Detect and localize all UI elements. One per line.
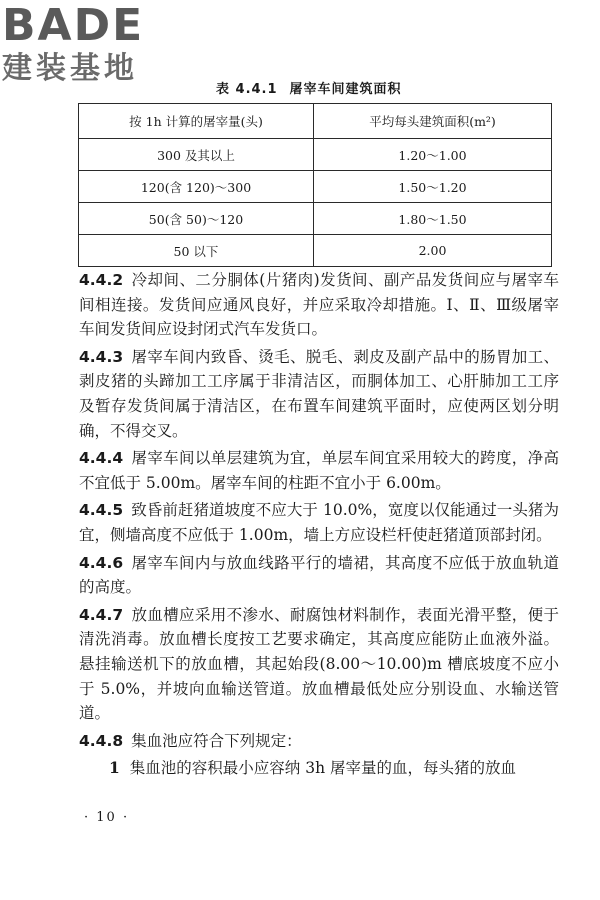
clause-number: 4.4.8 [79, 731, 124, 750]
table-header-row [79, 104, 552, 139]
clause-text: 致昏前赶猪道坡度不应大于 10.0%，宽度以仅能通过一头猪为宜，侧墙高度不应低于 1.00m，墙上方应设栏杆使赶猪道顶部封闭。 [79, 501, 559, 544]
clause-text: 放血槽应采用不渗水、耐腐蚀材料制作，表面光滑平整，便于清洗消毒。放血槽长度按工艺要求确定，其高度应能防止血液外溢。悬挂输送机下的放血槽，其起始段(8.00～10.00)m 槽底坡度不应小于 5.0%，并坡向血输送管道。放血槽最低处应分别设血、水输送管道。 [79, 605, 559, 723]
clause-4-4-6 [79, 551, 559, 600]
logo-wordmark: BADE [2, 0, 145, 51]
clause-4-4-2 [79, 268, 559, 342]
clause-number: 4.4.3 [79, 347, 124, 366]
table-cell: 2.00 [314, 235, 552, 267]
table-header-cell: 按 1h 计算的屠宰量(头) [79, 104, 314, 139]
table-cell: 120(含 120)～300 [79, 171, 314, 203]
clause-text: 屠宰车间以单层建筑为宜，单层车间宜采用较大的跨度，净高不宜低于 5.00m。屠宰车间的柱距不宜小于 6.00m。 [79, 449, 559, 492]
table-cell: 50 以下 [79, 235, 314, 267]
table-cell: 1.20～1.00 [314, 139, 552, 171]
clause-4-4-3 [79, 345, 559, 443]
clause-4-4-5 [79, 498, 559, 547]
clause-4-4-4 [79, 446, 559, 495]
clause-item-1 [79, 756, 559, 781]
table-row [79, 203, 552, 235]
clause-number: 4.4.2 [79, 271, 124, 289]
brand-logo [2, 0, 174, 88]
table-row [79, 235, 552, 267]
table-cell: 50(含 50)～120 [79, 203, 314, 235]
clause-number: 4.4.7 [79, 605, 124, 624]
table-row [79, 139, 552, 171]
table-cell: 1.50～1.20 [314, 171, 552, 203]
table-cell: 300 及其以上 [79, 139, 314, 171]
clause-4-4-7 [79, 603, 559, 726]
clause-4-4-8 [79, 729, 559, 754]
clause-text: 屠宰车间内与放血线路平行的墙裙，其高度不应低于放血轨道的高度。 [79, 553, 559, 597]
table-header-cell: 平均每头建筑面积(m²) [314, 104, 552, 139]
table-number: 表 4.4.1 [216, 82, 278, 97]
item-number: 1 [109, 758, 120, 778]
page-number: · 10 · [84, 810, 130, 825]
table-caption [216, 78, 402, 97]
clause-list [79, 268, 559, 781]
table-cell: 1.80～1.50 [314, 203, 552, 235]
clause-number: 4.4.5 [79, 501, 124, 520]
clause-text: 屠宰车间内致昏、烫毛、脱毛、剥皮及副产品中的肠胃加工、剥皮猪的头蹄加工工序属于非清洁区，而胴体加工、心肝肺加工工序及暂存发货间属于清洁区，在布置车间建筑平面时，应使两区划分明确，不得交叉。 [79, 347, 559, 440]
clause-number: 4.4.4 [79, 449, 124, 468]
clause-number: 4.4.6 [79, 553, 124, 572]
table-row [79, 171, 552, 203]
clause-text: 冷却间、二分胴体(片猪肉)发货间、副产品发货间应与屠宰车间相连接。发货间应通风良好，并应采取冷却措施。Ⅰ、Ⅱ、Ⅲ级屠宰车间发货间应设封闭式汽车发货口。 [79, 271, 559, 339]
clause-text: 集血池应符合下列规定： [131, 731, 302, 750]
logo-subtitle: 建装基地 [2, 51, 138, 86]
area-table [78, 103, 552, 267]
table-title: 屠宰车间建筑面积 [289, 82, 402, 97]
item-text: 集血池的容积最小应容纳 3h 屠宰量的血，每头猪的放血 [129, 759, 516, 778]
